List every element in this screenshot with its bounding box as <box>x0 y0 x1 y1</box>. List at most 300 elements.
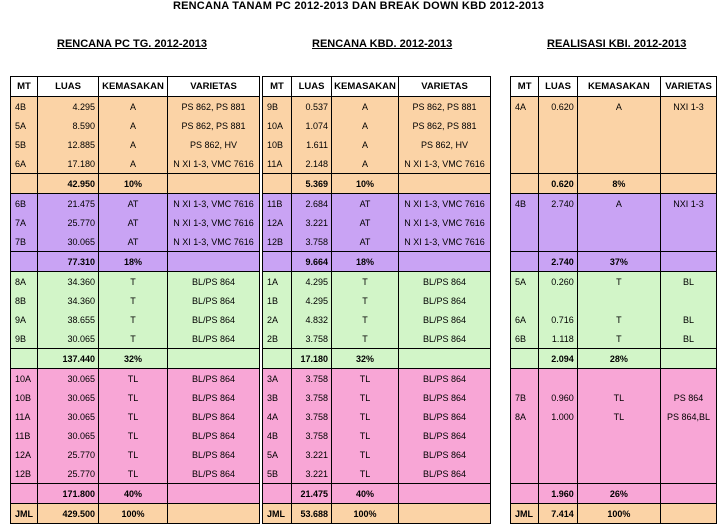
luas-cell: 2.148 <box>292 154 332 174</box>
table-row <box>11 232 260 252</box>
table-row <box>11 426 260 445</box>
varietas-cell: BL/PS 864 <box>399 329 491 349</box>
subtotal-empty-cell <box>168 252 260 272</box>
grand-total-empty <box>168 504 260 524</box>
varietas-cell: PS 862, PS 881 <box>399 97 491 117</box>
header-mt: MT <box>11 77 38 97</box>
varietas-cell: BL/PS 864 <box>168 272 260 292</box>
luas-cell: 0.716 <box>539 310 577 329</box>
mt-cell: 11B <box>263 194 292 214</box>
table-title-realisasi-kbi: REALISASI KBI. 2012-2013 <box>547 38 687 50</box>
kemasakan-cell: A <box>577 194 660 214</box>
header-luas: LUAS <box>539 77 577 97</box>
kemasakan-cell: T <box>577 272 660 292</box>
luas-cell: 34.360 <box>38 291 99 310</box>
header-row <box>11 77 260 97</box>
table-row <box>11 154 260 174</box>
kemasakan-cell: T <box>99 329 168 349</box>
grand-total-row <box>263 504 491 524</box>
subtotal-luas-cell: 9.664 <box>292 252 332 272</box>
varietas-cell: BL/PS 864 <box>399 445 491 464</box>
table-row <box>11 464 260 484</box>
table-row <box>11 272 260 292</box>
subtotal-label-cell <box>263 174 292 194</box>
mt-cell: 8A <box>11 272 38 292</box>
varietas-cell <box>661 445 717 464</box>
table-row <box>511 116 717 135</box>
kemasakan-cell: TL <box>577 407 660 426</box>
mt-cell: 9B <box>263 97 292 117</box>
subtotal-empty-cell <box>661 252 717 272</box>
varietas-cell: BL/PS 864 <box>399 291 491 310</box>
luas-cell <box>539 232 577 252</box>
subtotal-luas-cell: 21.475 <box>292 484 332 504</box>
table-row <box>263 272 491 292</box>
header-varietas: VARIETAS <box>399 77 491 97</box>
table-row <box>263 194 491 214</box>
subtotal-luas-cell: 5.369 <box>292 174 332 194</box>
table-row <box>511 194 717 214</box>
varietas-cell: NXI 1-3 <box>661 194 717 214</box>
luas-cell: 8.590 <box>38 116 99 135</box>
table-row <box>11 310 260 329</box>
mt-cell: 11A <box>11 407 38 426</box>
luas-cell: 3.221 <box>292 464 332 484</box>
luas-cell: 3.758 <box>292 388 332 407</box>
table-row <box>11 116 260 135</box>
table-row <box>263 154 491 174</box>
kemasakan-cell: AT <box>332 232 399 252</box>
mt-cell: 6B <box>511 329 539 349</box>
varietas-cell: PS 864 <box>661 388 717 407</box>
kemasakan-cell: AT <box>99 213 168 232</box>
mt-cell <box>511 213 539 232</box>
subtotal-pct-cell: 32% <box>99 349 168 369</box>
kemasakan-cell <box>577 445 660 464</box>
mt-cell: 6A <box>511 310 539 329</box>
luas-cell: 1.000 <box>539 407 577 426</box>
luas-cell <box>539 116 577 135</box>
varietas-cell: BL/PS 864 <box>168 445 260 464</box>
varietas-cell <box>661 135 717 154</box>
luas-cell: 0.260 <box>539 272 577 292</box>
header-luas: LUAS <box>292 77 332 97</box>
kemasakan-cell: A <box>99 154 168 174</box>
varietas-cell: PS 862, PS 881 <box>399 116 491 135</box>
subtotal-label-cell <box>511 252 539 272</box>
header-mt: MT <box>263 77 292 97</box>
mt-cell: 9B <box>11 329 38 349</box>
varietas-cell: BL/PS 864 <box>168 426 260 445</box>
subtotal-row <box>11 174 260 194</box>
table-row <box>511 272 717 292</box>
subtotal-label-cell <box>263 484 292 504</box>
subtotal-pct-cell: 18% <box>99 252 168 272</box>
varietas-cell: BL/PS 864 <box>168 369 260 389</box>
subtotal-label-cell <box>511 174 539 194</box>
mt-cell: 2B <box>263 329 292 349</box>
grand-total-empty <box>661 504 717 524</box>
kemasakan-cell: A <box>332 97 399 117</box>
kemasakan-cell: T <box>99 272 168 292</box>
kemasakan-cell <box>577 464 660 484</box>
mt-cell: 5A <box>11 116 38 135</box>
subtotal-pct-cell: 10% <box>99 174 168 194</box>
subtotal-pct-cell: 32% <box>332 349 399 369</box>
mt-cell: 10A <box>11 369 38 389</box>
mt-cell: 4B <box>263 426 292 445</box>
table-row <box>511 154 717 174</box>
luas-cell: 30.065 <box>38 407 99 426</box>
mt-cell <box>511 154 539 174</box>
kemasakan-cell: A <box>99 135 168 154</box>
subtotal-empty-cell <box>399 174 491 194</box>
table-row <box>263 291 491 310</box>
mt-cell <box>511 426 539 445</box>
table-title-rencana-pc: RENCANA PC TG. 2012-2013 <box>57 38 207 50</box>
varietas-cell: BL/PS 864 <box>399 388 491 407</box>
luas-cell: 2.684 <box>292 194 332 214</box>
kemasakan-cell: A <box>332 154 399 174</box>
subtotal-pct-cell: 28% <box>577 349 660 369</box>
page-title: RENCANA TANAM PC 2012-2013 DAN BREAK DOWN KBD 2012-2013 <box>172 0 545 12</box>
luas-cell: 1.074 <box>292 116 332 135</box>
kemasakan-cell <box>577 291 660 310</box>
luas-cell: 30.065 <box>38 426 99 445</box>
table-row <box>511 407 717 426</box>
luas-cell: 4.295 <box>38 97 99 117</box>
subtotal-pct-cell: 37% <box>577 252 660 272</box>
subtotal-empty-cell <box>168 349 260 369</box>
kemasakan-cell: A <box>332 116 399 135</box>
subtotal-label-cell <box>11 349 38 369</box>
mt-cell <box>511 445 539 464</box>
luas-cell: 12.885 <box>38 135 99 154</box>
mt-cell: 6A <box>11 154 38 174</box>
table-row <box>11 97 260 117</box>
mt-cell: 4B <box>11 97 38 117</box>
varietas-cell: BL <box>661 272 717 292</box>
mt-cell: 3A <box>263 369 292 389</box>
subtotal-luas-cell: 1.960 <box>539 484 577 504</box>
kemasakan-cell: TL <box>99 369 168 389</box>
subtotal-label-cell <box>263 349 292 369</box>
table-row <box>263 445 491 464</box>
mt-cell: 1A <box>263 272 292 292</box>
kemasakan-cell: AT <box>99 194 168 214</box>
mt-cell: 10A <box>263 116 292 135</box>
table-row <box>263 135 491 154</box>
mt-cell: 6B <box>11 194 38 214</box>
kemasakan-cell: T <box>332 329 399 349</box>
subtotal-empty-cell <box>661 484 717 504</box>
kemasakan-cell <box>577 213 660 232</box>
varietas-cell: PS 862, PS 881 <box>168 97 260 117</box>
mt-cell <box>511 232 539 252</box>
subtotal-row <box>511 252 717 272</box>
mt-cell <box>511 116 539 135</box>
grand-total-empty <box>399 504 491 524</box>
grand-total-pct: 100% <box>332 504 399 524</box>
table-row <box>511 97 717 117</box>
header-kemasakan: KEMASAKAN <box>577 77 660 97</box>
subtotal-empty-cell <box>168 174 260 194</box>
table-row <box>263 464 491 484</box>
kemasakan-cell <box>577 135 660 154</box>
luas-cell: 2.740 <box>539 194 577 214</box>
table-row <box>511 310 717 329</box>
mt-cell: 5B <box>11 135 38 154</box>
table-row <box>11 329 260 349</box>
table-row <box>511 291 717 310</box>
table-row <box>511 426 717 445</box>
kemasakan-cell: TL <box>332 388 399 407</box>
kemasakan-cell: TL <box>577 388 660 407</box>
mt-cell: 4A <box>511 97 539 117</box>
kemasakan-cell <box>577 426 660 445</box>
luas-cell: 30.065 <box>38 329 99 349</box>
kemasakan-cell: T <box>99 310 168 329</box>
subtotal-luas-cell: 42.950 <box>38 174 99 194</box>
subtotal-row <box>511 174 717 194</box>
grand-total-pct: 100% <box>577 504 660 524</box>
subtotal-label-cell <box>11 252 38 272</box>
varietas-cell <box>661 291 717 310</box>
varietas-cell: BL/PS 864 <box>399 426 491 445</box>
kemasakan-cell: A <box>577 97 660 117</box>
mt-cell: 10B <box>263 135 292 154</box>
subtotal-row <box>11 349 260 369</box>
mt-cell: 5A <box>263 445 292 464</box>
table-row <box>11 388 260 407</box>
varietas-cell: NXI 1-3 <box>661 97 717 117</box>
subtotal-pct-cell: 26% <box>577 484 660 504</box>
kemasakan-cell: TL <box>332 407 399 426</box>
header-varietas: VARIETAS <box>168 77 260 97</box>
luas-cell: 21.475 <box>38 194 99 214</box>
table-row <box>263 407 491 426</box>
grand-total-row <box>511 504 717 524</box>
luas-cell: 4.295 <box>292 291 332 310</box>
subtotal-luas-cell: 17.180 <box>292 349 332 369</box>
table-row <box>511 445 717 464</box>
subtotal-empty-cell <box>399 252 491 272</box>
luas-cell <box>539 213 577 232</box>
grand-total-label: JML <box>263 504 292 524</box>
header-mt: MT <box>511 77 539 97</box>
grand-total-row <box>11 504 260 524</box>
varietas-cell: N XI 1-3, VMC 7616 <box>399 154 491 174</box>
kemasakan-cell: T <box>332 272 399 292</box>
subtotal-pct-cell: 8% <box>577 174 660 194</box>
table-row <box>11 135 260 154</box>
table-row <box>263 329 491 349</box>
mt-cell: 11B <box>11 426 38 445</box>
luas-cell: 3.758 <box>292 232 332 252</box>
subtotal-label-cell <box>511 349 539 369</box>
subtotal-luas-cell: 137.440 <box>38 349 99 369</box>
table-rencana-kbd <box>262 76 491 524</box>
grand-total-label: JML <box>11 504 38 524</box>
mt-cell: 9A <box>11 310 38 329</box>
varietas-cell <box>661 464 717 484</box>
kemasakan-cell: TL <box>99 464 168 484</box>
varietas-cell: BL/PS 864 <box>399 369 491 389</box>
subtotal-empty-cell <box>399 484 491 504</box>
subtotal-empty-cell <box>661 349 717 369</box>
luas-cell: 4.832 <box>292 310 332 329</box>
header-row <box>263 77 491 97</box>
table-row <box>11 445 260 464</box>
varietas-cell: BL/PS 864 <box>168 388 260 407</box>
grand-total-luas: 7.414 <box>539 504 577 524</box>
table-row <box>511 329 717 349</box>
kemasakan-cell: TL <box>332 464 399 484</box>
luas-cell: 3.758 <box>292 426 332 445</box>
subtotal-pct-cell: 40% <box>99 484 168 504</box>
varietas-cell: BL <box>661 310 717 329</box>
subtotal-row <box>11 252 260 272</box>
header-row <box>511 77 717 97</box>
subtotal-empty-cell <box>168 484 260 504</box>
kemasakan-cell: AT <box>332 194 399 214</box>
subtotal-luas-cell: 2.740 <box>539 252 577 272</box>
varietas-cell: BL/PS 864 <box>399 272 491 292</box>
mt-cell <box>511 135 539 154</box>
varietas-cell: BL/PS 864 <box>168 291 260 310</box>
luas-cell: 3.221 <box>292 213 332 232</box>
varietas-cell: PS 862, HV <box>168 135 260 154</box>
mt-cell: 12B <box>263 232 292 252</box>
varietas-cell: BL <box>661 329 717 349</box>
header-luas: LUAS <box>38 77 99 97</box>
luas-cell: 0.537 <box>292 97 332 117</box>
varietas-cell: N XI 1-3, VMC 7616 <box>168 213 260 232</box>
mt-cell: 7A <box>11 213 38 232</box>
table-rencana-pc <box>10 76 260 524</box>
table-row <box>511 213 717 232</box>
varietas-cell: N XI 1-3, VMC 7616 <box>168 232 260 252</box>
table-row <box>11 291 260 310</box>
luas-cell: 30.065 <box>38 232 99 252</box>
subtotal-label-cell <box>263 252 292 272</box>
table-row <box>511 135 717 154</box>
table-row <box>511 464 717 484</box>
luas-cell <box>539 426 577 445</box>
luas-cell <box>539 369 577 389</box>
mt-cell: 12A <box>263 213 292 232</box>
kemasakan-cell: T <box>332 310 399 329</box>
varietas-cell: BL/PS 864 <box>399 407 491 426</box>
varietas-cell <box>661 232 717 252</box>
subtotal-label-cell <box>11 174 38 194</box>
mt-cell: 4A <box>263 407 292 426</box>
varietas-cell <box>661 116 717 135</box>
subtotal-row <box>511 349 717 369</box>
kemasakan-cell: TL <box>332 445 399 464</box>
table-row <box>263 310 491 329</box>
kemasakan-cell <box>577 116 660 135</box>
table-row <box>11 213 260 232</box>
luas-cell: 30.065 <box>38 388 99 407</box>
kemasakan-cell: T <box>577 310 660 329</box>
kemasakan-cell <box>577 369 660 389</box>
kemasakan-cell: AT <box>332 213 399 232</box>
varietas-cell: N XI 1-3, VMC 7616 <box>399 232 491 252</box>
luas-cell <box>539 464 577 484</box>
kemasakan-cell: TL <box>99 407 168 426</box>
varietas-cell <box>661 426 717 445</box>
luas-cell: 3.758 <box>292 329 332 349</box>
subtotal-luas-cell: 2.094 <box>539 349 577 369</box>
mt-cell <box>511 369 539 389</box>
mt-cell: 12B <box>11 464 38 484</box>
kemasakan-cell: T <box>99 291 168 310</box>
mt-cell: 5A <box>511 272 539 292</box>
header-varietas: VARIETAS <box>661 77 717 97</box>
table-row <box>263 97 491 117</box>
varietas-cell: PS 862, HV <box>399 135 491 154</box>
subtotal-row <box>11 484 260 504</box>
subtotal-luas-cell: 77.310 <box>38 252 99 272</box>
luas-cell <box>539 154 577 174</box>
mt-cell: 11A <box>263 154 292 174</box>
varietas-cell: BL/PS 864 <box>168 407 260 426</box>
subtotal-row <box>263 349 491 369</box>
luas-cell <box>539 445 577 464</box>
mt-cell: 12A <box>11 445 38 464</box>
luas-cell: 25.770 <box>38 445 99 464</box>
varietas-cell <box>661 369 717 389</box>
mt-cell: 7B <box>11 232 38 252</box>
kemasakan-cell: T <box>332 291 399 310</box>
varietas-cell: BL/PS 864 <box>399 310 491 329</box>
luas-cell <box>539 135 577 154</box>
mt-cell: 7B <box>511 388 539 407</box>
kemasakan-cell: A <box>332 135 399 154</box>
kemasakan-cell: TL <box>99 426 168 445</box>
table-row <box>511 388 717 407</box>
subtotal-row <box>263 484 491 504</box>
table-row <box>11 407 260 426</box>
table-title-rencana-kbd: RENCANA KBD. 2012-2013 <box>312 38 453 50</box>
varietas-cell: N XI 1-3, VMC 7616 <box>399 213 491 232</box>
varietas-cell: N XI 1-3, VMC 7616 <box>399 194 491 214</box>
mt-cell: 10B <box>11 388 38 407</box>
subtotal-row <box>263 174 491 194</box>
kemasakan-cell: TL <box>332 369 399 389</box>
luas-cell: 3.758 <box>292 407 332 426</box>
mt-cell: 1B <box>263 291 292 310</box>
kemasakan-cell: TL <box>99 388 168 407</box>
luas-cell: 34.360 <box>38 272 99 292</box>
mt-cell <box>511 464 539 484</box>
mt-cell: 2A <box>263 310 292 329</box>
grand-total-luas: 53.688 <box>292 504 332 524</box>
mt-cell <box>511 291 539 310</box>
table-row <box>11 194 260 214</box>
subtotal-pct-cell: 18% <box>332 252 399 272</box>
table-realisasi-kbi <box>510 76 717 524</box>
luas-cell: 3.758 <box>292 369 332 389</box>
mt-cell: 8A <box>511 407 539 426</box>
kemasakan-cell: A <box>99 97 168 117</box>
varietas-cell: N XI 1-3, VMC 7616 <box>168 154 260 174</box>
varietas-cell: PS 862, PS 881 <box>168 116 260 135</box>
mt-cell: 5B <box>263 464 292 484</box>
subtotal-pct-cell: 10% <box>332 174 399 194</box>
table-row <box>263 426 491 445</box>
